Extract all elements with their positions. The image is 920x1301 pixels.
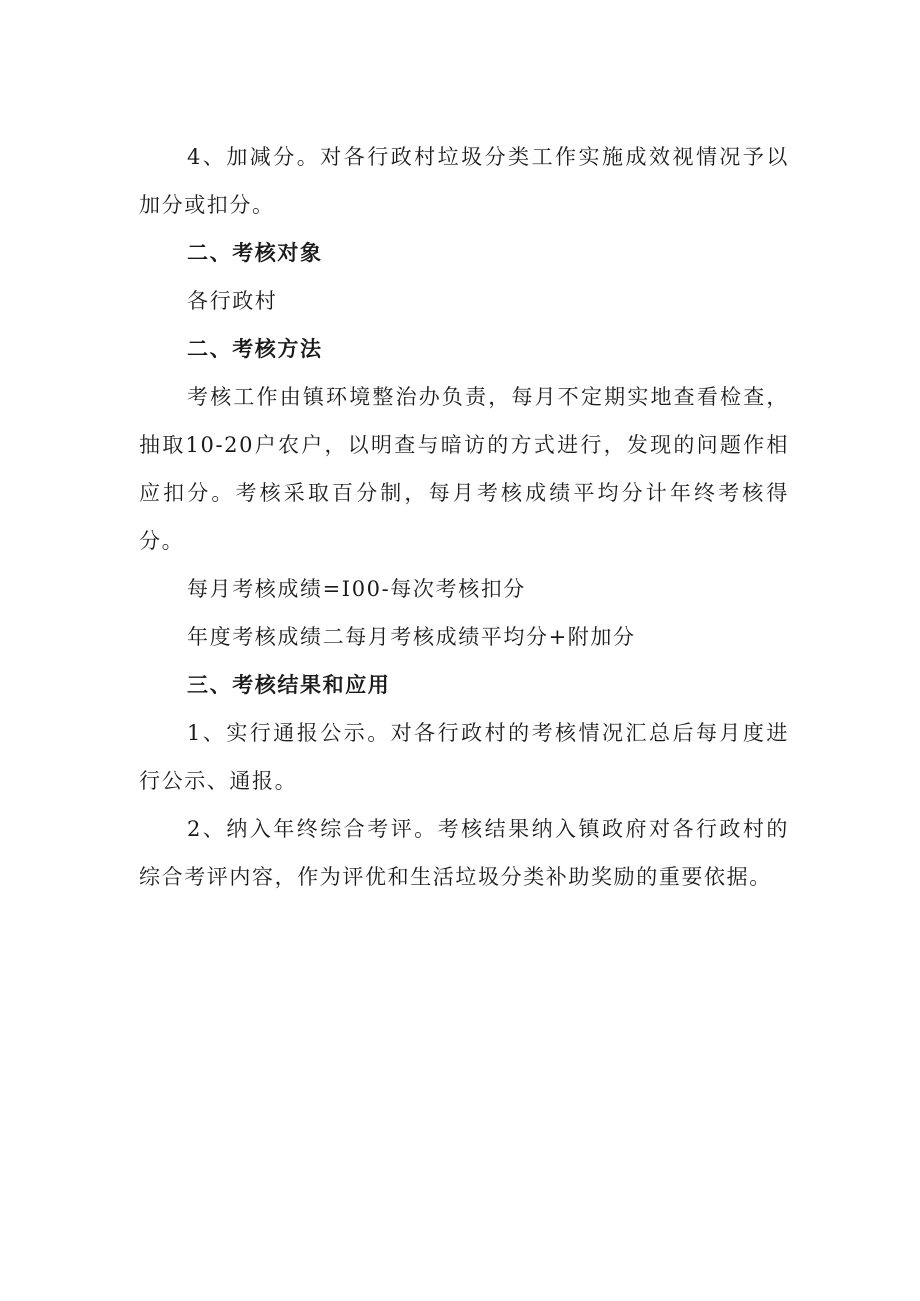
section-heading-assessment-method: 二、考核方法 — [187, 337, 323, 361]
paragraph-add-subtract-points: 4、加减分。对各行政村垃圾分类工作实施成效视情况予以加分或扣分。 — [139, 145, 789, 217]
document-body — [139, 133, 789, 901]
paragraph-assessment-target: 各行政村 — [187, 289, 278, 313]
paragraph-result-annual-evaluation: 2、纳入年终综合考评。考核结果纳入镇政府对各行政村的综合考评内容，作为评优和生活垃圾分类补助奖励的重要依据。 — [139, 817, 789, 889]
formula-annual-score: 年度考核成绩二每月考核成绩平均分+附加分 — [187, 625, 636, 649]
paragraph-result-notification: 1、实行通报公示。对各行政村的考核情况汇总后每月度进行公示、通报。 — [139, 721, 789, 793]
section-heading-results-application: 三、考核结果和应用 — [187, 673, 391, 697]
section-heading-assessment-target: 二、考核对象 — [187, 241, 323, 265]
formula-monthly-score: 每月考核成绩=I00-每次考核扣分 — [187, 577, 526, 601]
paragraph-assessment-method: 考核工作由镇环境整治办负责，每月不定期实地查看检查，抽取10-20户农户，以明查与暗访的方式进行，发现的问题作相应扣分。考核采取百分制，每月考核成绩平均分计年终考核得分。 — [139, 385, 789, 553]
